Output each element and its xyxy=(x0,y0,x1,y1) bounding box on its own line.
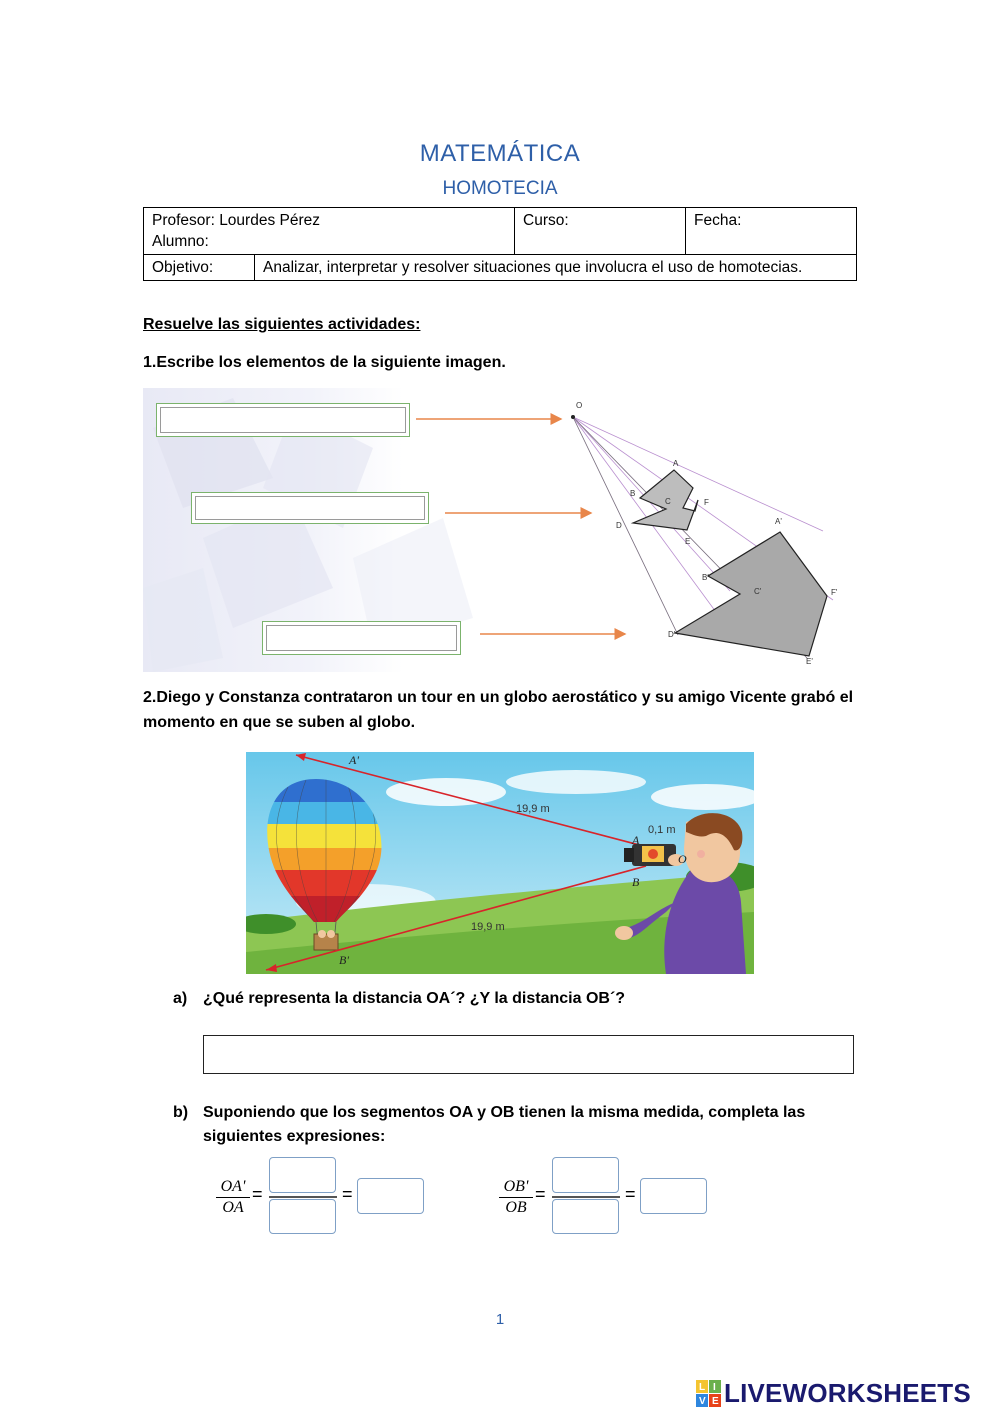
part-a-label: a) xyxy=(173,990,188,1007)
label-b-prime: B' xyxy=(339,953,349,967)
label-f-prime: F' xyxy=(831,588,838,597)
expression-2-numerator: OB' xyxy=(499,1178,533,1198)
label-f: F xyxy=(704,498,709,507)
label-d: D xyxy=(616,521,622,530)
expression-1-denominator-input[interactable] xyxy=(269,1199,336,1234)
label-o: O xyxy=(678,852,687,866)
logo-letter-l: L xyxy=(699,1382,706,1393)
label-b-prime: B' xyxy=(702,573,709,582)
label-c-prime: C' xyxy=(754,587,762,596)
label-a: A xyxy=(632,833,640,847)
label-a-prime: A' xyxy=(349,753,359,767)
header-table xyxy=(143,207,857,281)
logo-letter-e: E xyxy=(712,1396,719,1407)
expression-1-numerator: OA' xyxy=(216,1178,250,1198)
expression-1-denominator: OA xyxy=(222,1199,244,1216)
expression-1-fraction xyxy=(216,1178,250,1217)
expression-1-fraction-bar xyxy=(269,1196,337,1198)
expression-2-equals-2: = xyxy=(625,1184,636,1204)
distance-bottom: 19,9 m xyxy=(471,921,505,933)
alumno-label: Alumno: xyxy=(152,233,209,250)
homothetic-polygon xyxy=(675,532,827,656)
logo-letter-v: V xyxy=(699,1396,706,1407)
expression-2-denominator: OB xyxy=(505,1199,527,1216)
expression-2-denominator-input[interactable] xyxy=(552,1199,619,1234)
label-e-prime: E' xyxy=(806,657,813,666)
curso-label: Curso: xyxy=(515,208,686,255)
distance-small: 0,1 m xyxy=(648,824,676,836)
part-b-question-line-1: Suponiendo que los segmentos OA y OB tienen la misma medida, completa las xyxy=(203,1104,806,1121)
balloon-illustration xyxy=(246,752,754,974)
question-2-line-1: 2.Diego y Constanza contrataron un tour en un globo aerostático y su amigo Vicente grabó el xyxy=(143,689,854,706)
balloon-basket xyxy=(314,934,338,950)
page-subtitle: HOMOTECIA xyxy=(442,178,558,199)
answer-input-3[interactable] xyxy=(262,621,461,655)
fecha-label: Fecha: xyxy=(686,208,857,255)
expression-2-result-input[interactable] xyxy=(640,1178,707,1214)
objetivo-label: Objetivo: xyxy=(144,255,255,281)
distance-top: 19,9 m xyxy=(516,803,550,815)
profesor-label: Profesor: Lourdes Pérez xyxy=(152,212,321,229)
part-a-question: ¿Qué representa la distancia OA´? ¿Y la distancia OB´? xyxy=(203,990,626,1007)
expression-1-equals-1: = xyxy=(252,1184,263,1204)
part-a-answer-input[interactable] xyxy=(203,1035,854,1074)
instructions: Resuelve las siguientes actividades: xyxy=(143,316,421,333)
page-number: 1 xyxy=(495,1311,505,1328)
label-o: O xyxy=(576,401,583,410)
label-e: E xyxy=(685,537,691,546)
objetivo-text: Analizar, interpretar y resolver situaciones que involucra el uso de homotecias. xyxy=(255,255,857,281)
label-b: B xyxy=(630,489,636,498)
question-1: 1.Escribe los elementos de la siguiente imagen. xyxy=(143,354,506,371)
answer-input-1[interactable] xyxy=(156,403,410,437)
answer-input-2[interactable] xyxy=(191,492,429,524)
part-b-question-line-2: siguientes expresiones: xyxy=(203,1128,386,1145)
expression-2-equals-1: = xyxy=(535,1184,546,1204)
label-c: C xyxy=(665,497,671,506)
question-2-line-2: momento en que se suben al globo. xyxy=(143,714,416,731)
expression-1-numerator-input[interactable] xyxy=(269,1157,336,1193)
expression-2-fraction-bar xyxy=(552,1196,620,1198)
liveworksheets-wordmark: LIVEWORKSHEETS xyxy=(724,1378,971,1408)
expression-2-fraction xyxy=(499,1178,533,1217)
label-b: B xyxy=(632,875,640,889)
expression-2-numerator-input[interactable] xyxy=(552,1157,619,1193)
liveworksheets-logo-icon xyxy=(696,1378,722,1410)
label-a: A xyxy=(673,459,679,468)
part-b-label: b) xyxy=(173,1104,189,1121)
expression-1-result-input[interactable] xyxy=(357,1178,424,1214)
label-d-prime: D' xyxy=(668,630,676,639)
label-a-prime: A' xyxy=(775,517,782,526)
expression-1-equals-2: = xyxy=(342,1184,353,1204)
video-camera xyxy=(624,844,684,866)
logo-letter-i: I xyxy=(713,1382,716,1393)
page-title: MATEMÁTICA xyxy=(419,140,581,167)
center-point xyxy=(571,415,575,419)
